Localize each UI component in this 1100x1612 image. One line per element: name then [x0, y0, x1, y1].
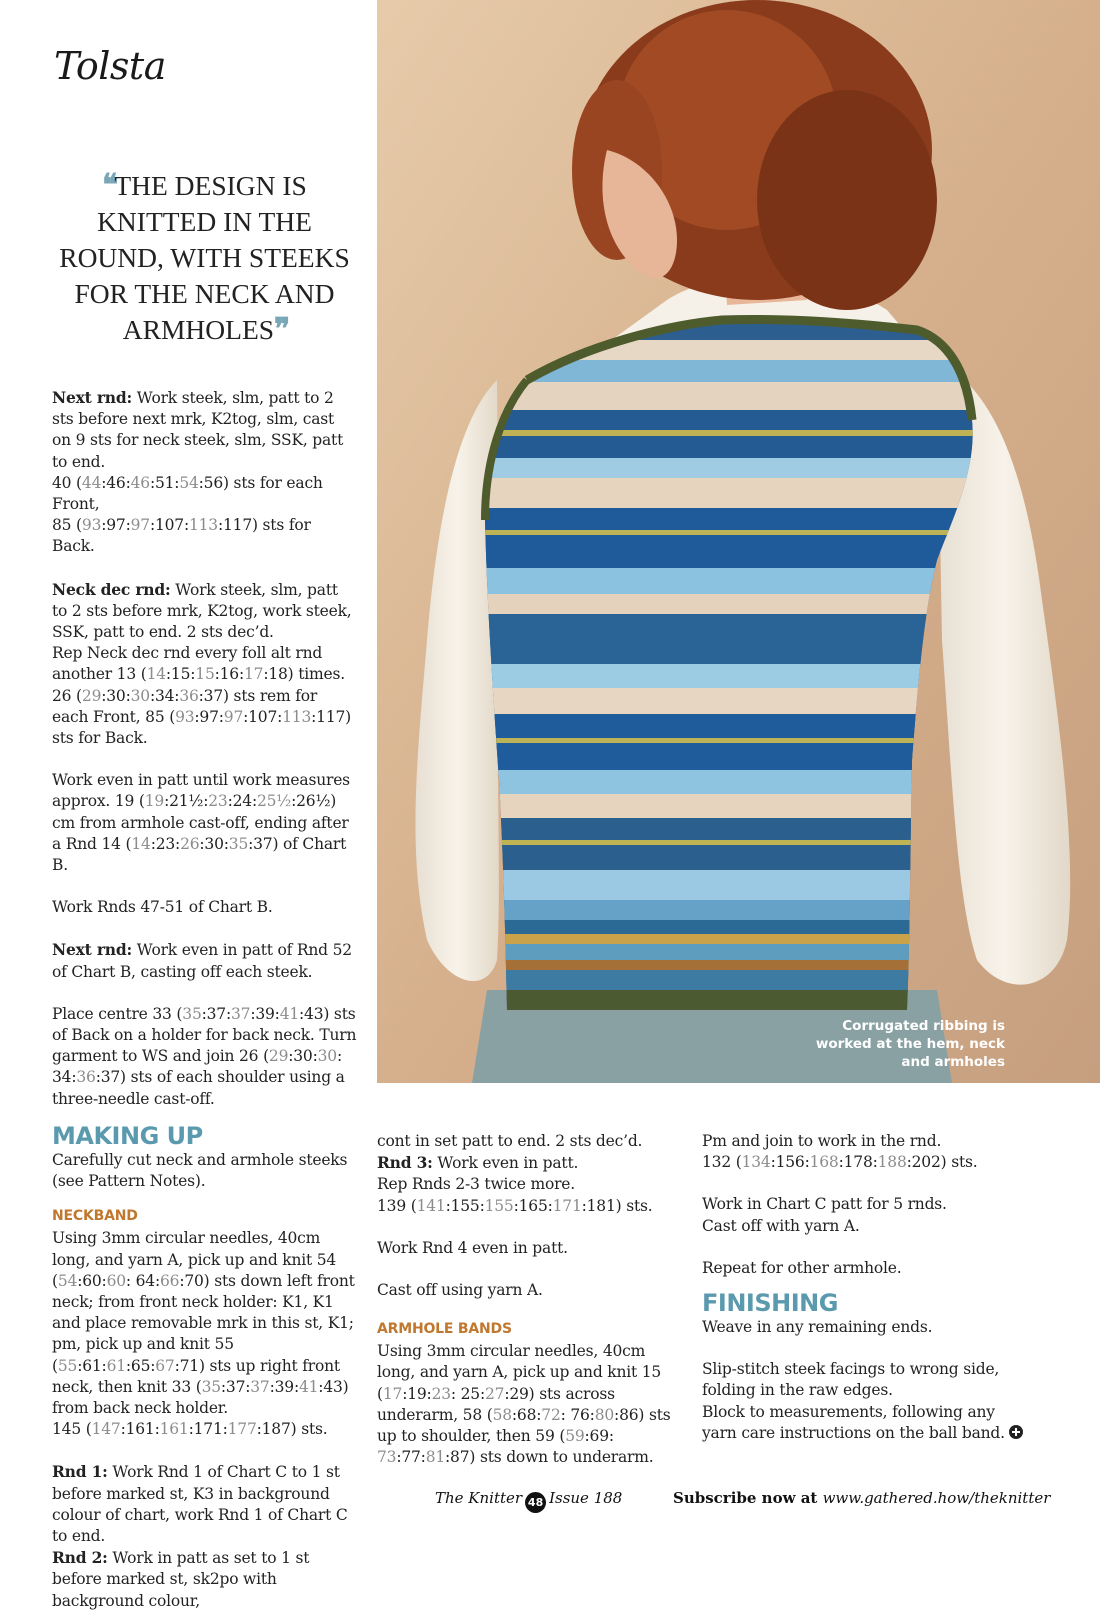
- size-value: 17: [243, 665, 264, 684]
- size-value: 60: [106, 1271, 126, 1290]
- text: :23:: [150, 834, 181, 853]
- section-heading-finishing: FINISHING: [702, 1289, 838, 1318]
- step-label: Next rnd:: [52, 388, 133, 407]
- size-value: 134: [741, 1153, 771, 1172]
- step-label: Rnd 1:: [52, 1462, 108, 1482]
- text: :107:: [243, 707, 283, 726]
- size-value: 27: [485, 1384, 505, 1403]
- text: :24:: [227, 792, 257, 811]
- text: :60:: [77, 1271, 107, 1290]
- text: :16:: [214, 665, 244, 684]
- size-value: 35: [182, 1004, 202, 1023]
- text: Work even in patt until work measures approx. 19 (: [52, 771, 350, 811]
- paragraph: [52, 1461, 357, 1611]
- step-text: Work steek, slm, patt to 2 sts before mrk, K2tog, work steek, SSK, patt to end. 2 sts dec’d.: [52, 580, 352, 642]
- paragraph: Weave in any remaining ends.: [702, 1318, 933, 1337]
- text: :181) sts.: [581, 1196, 653, 1215]
- size-value: 93: [81, 516, 102, 535]
- hero-photo: [377, 0, 1100, 1083]
- subscribe-url[interactable]: www.gathered.how/theknitter: [822, 1489, 1051, 1507]
- text: 85 (: [52, 516, 82, 535]
- page-title: Tolsta: [54, 44, 166, 88]
- paragraph: Slip-stitch steek facings to wrong side, folding in the raw edges.: [702, 1360, 1000, 1400]
- size-value: 54: [179, 473, 199, 492]
- text: :70) sts down left front neck; from front neck holder: K1, K1 and place removable mrk in this st, K1; pm, pick up and knit 55 (: [52, 1271, 355, 1375]
- text: :37) of Chart B.: [52, 834, 347, 875]
- paragraph: [52, 1228, 357, 1440]
- pull-quote-text: THE DESIGN IS KNITTED IN THE ROUND, WITH STEEKS FOR THE NECK AND ARMHOLES: [59, 170, 350, 345]
- size-value: 55: [57, 1356, 78, 1375]
- subscribe-label: Subscribe now at: [673, 1489, 823, 1507]
- step-text: Work even in patt.: [432, 1154, 579, 1173]
- size-value: 141: [416, 1196, 446, 1215]
- paragraph: Pm and join to work in the rnd.: [702, 1132, 942, 1150]
- size-value: 72: [541, 1405, 561, 1424]
- photo-caption: Corrugated ribbing is worked at the hem, neck and armholes: [815, 1018, 1005, 1070]
- text: :171:: [188, 1420, 228, 1439]
- section-heading-making-up: MAKING UP: [52, 1121, 203, 1150]
- text: :87) sts down to underarm.: [445, 1448, 654, 1467]
- model-vest-illustration: [377, 0, 1100, 1083]
- step-label: Rnd 3:: [377, 1153, 433, 1173]
- paragraph: [377, 1152, 677, 1174]
- text: :37) sts rem for each Front, 85 (: [52, 686, 318, 726]
- open-quote-icon: ❝: [102, 168, 115, 203]
- text: :39:: [269, 1377, 299, 1396]
- text: :69:: [584, 1427, 614, 1446]
- text: :97:: [101, 516, 131, 535]
- text: 26 (: [52, 686, 82, 705]
- text: :37:: [201, 1004, 231, 1023]
- size-value: 54: [57, 1271, 78, 1290]
- text: 40 (: [52, 473, 82, 492]
- page-number: 48: [525, 1492, 546, 1513]
- size-value: 30: [130, 686, 150, 705]
- paragraph: [52, 939, 357, 982]
- size-value: 58: [492, 1405, 512, 1424]
- step-label: Next rnd:: [52, 940, 133, 960]
- footer-magazine: [435, 1489, 622, 1513]
- paragraph: Repeat for other armhole.: [702, 1258, 902, 1277]
- paragraph: [702, 1152, 1032, 1173]
- text: :117) sts for Back.: [52, 516, 311, 556]
- text: :187) sts.: [256, 1420, 328, 1439]
- text: :29) sts across underarm, 58 (: [377, 1384, 615, 1424]
- size-value: 14: [131, 834, 151, 853]
- size-value: 67: [155, 1356, 175, 1375]
- paragraph: Carefully cut neck and armhole steeks (see Pattern Notes).: [52, 1150, 348, 1191]
- size-value: 36: [76, 1068, 96, 1087]
- paragraph: [702, 1402, 1032, 1444]
- size-value: 97: [130, 516, 150, 535]
- footer-subscribe: [673, 1489, 1050, 1507]
- issue-number: Issue 188: [549, 1489, 623, 1507]
- size-value: 41: [298, 1377, 319, 1396]
- size-value: 188: [877, 1153, 907, 1172]
- text: :86) sts up to shoulder, then 59 (: [377, 1405, 671, 1446]
- paragraph: [377, 1341, 677, 1468]
- text: :65:: [125, 1356, 156, 1375]
- text: :56) sts for each Front,: [52, 473, 323, 514]
- text: :107:: [149, 516, 189, 535]
- size-value: 81: [425, 1448, 446, 1467]
- text: : 76:: [560, 1405, 595, 1424]
- text: : 34:: [52, 1047, 342, 1087]
- text: :37:: [220, 1377, 251, 1396]
- size-value: 147: [91, 1420, 121, 1439]
- size-value: 26: [180, 834, 200, 853]
- text: :71) sts up right front neck, then knit 33 (: [52, 1356, 340, 1396]
- text: :178:: [838, 1153, 878, 1172]
- text: :202) sts.: [906, 1153, 978, 1172]
- text: :61:: [77, 1356, 107, 1375]
- text: :19:: [402, 1384, 432, 1403]
- paragraph: Work in Chart C patt for 5 rnds.: [702, 1195, 947, 1214]
- step-text: Work steek, slm, patt to 2 sts before next mrk, K2tog, slm, cast on 9 sts for neck steek, slm, SSK, patt to end.: [52, 389, 344, 471]
- paragraph: [52, 387, 357, 558]
- close-quote-icon: ❞: [274, 312, 287, 347]
- text: :18) times.: [263, 665, 345, 684]
- paragraph: Work Rnds 47-51 of Chart B.: [52, 898, 273, 917]
- size-value: 37: [230, 1004, 251, 1023]
- size-value: 30: [317, 1047, 337, 1066]
- paragraph: [52, 770, 357, 876]
- text: :161:: [120, 1420, 160, 1439]
- text: Using 3mm circular needles, 40cm long, and yarn A, pick up and knit 54 (: [52, 1229, 337, 1290]
- size-value: 93: [175, 707, 195, 726]
- size-value: 113: [282, 707, 312, 726]
- text: :77:: [396, 1448, 426, 1467]
- paragraph: [52, 579, 357, 750]
- text: :156:: [770, 1153, 810, 1172]
- paragraph: Cast off using yarn A.: [377, 1281, 543, 1300]
- size-value: 113: [188, 516, 218, 535]
- text: 139 (: [377, 1196, 417, 1215]
- column-1: [52, 387, 357, 1612]
- text: Place centre 33 (: [52, 1004, 183, 1023]
- text: :26½) cm from armhole cast-off, ending after a Rnd 14 (: [52, 792, 349, 853]
- text: :117) sts for Back.: [52, 707, 351, 748]
- size-value: 25½: [256, 792, 292, 811]
- end-of-article-icon: [1009, 1425, 1023, 1439]
- text: :39:: [250, 1004, 280, 1023]
- step-label: Rnd 2:: [52, 1548, 108, 1568]
- size-value: 177: [227, 1420, 257, 1439]
- size-value: 37: [250, 1377, 270, 1396]
- text: :46:: [101, 473, 131, 492]
- size-value: 46: [130, 473, 150, 492]
- paragraph: Work Rnd 4 even in patt.: [377, 1238, 568, 1257]
- size-value: 35: [228, 834, 249, 853]
- text: :34:: [149, 686, 180, 705]
- step-text: Work in patt as set to 1 st before marked st, sk2po with background colour,: [52, 1549, 310, 1610]
- paragraph: Cast off with yarn A.: [702, 1216, 860, 1235]
- size-value: 41: [279, 1004, 300, 1023]
- text: :43) sts of Back on a holder for back neck. Turn garment to WS and join 26 (: [52, 1004, 357, 1066]
- paragraph: [377, 1196, 677, 1217]
- pull-quote: [52, 168, 357, 348]
- text: :15:: [165, 665, 196, 684]
- paragraph: [52, 1004, 357, 1110]
- size-value: 23: [208, 792, 228, 811]
- size-value: 29: [81, 686, 102, 705]
- step-text: Work Rnd 1 of Chart C to 1 st before marked st, K3 in background colour of chart, work Rnd 1 of Chart C to end.: [52, 1463, 348, 1545]
- paragraph: cont in set patt to end. 2 sts dec’d.: [377, 1132, 643, 1150]
- size-value: 171: [552, 1196, 582, 1215]
- column-3: [702, 1131, 1032, 1444]
- text: :165:: [513, 1196, 553, 1215]
- size-value: 155: [484, 1196, 514, 1215]
- size-value: 61: [106, 1356, 126, 1375]
- size-value: 97: [223, 707, 244, 726]
- text: :30:: [288, 1047, 318, 1066]
- paragraph: Rep Rnds 2-3 twice more.: [377, 1175, 576, 1194]
- text: :21½:: [164, 792, 209, 811]
- size-value: 44: [81, 473, 102, 492]
- size-value: 80: [594, 1405, 615, 1424]
- step-label: Neck dec rnd:: [52, 579, 171, 599]
- text: :37) sts of each shoulder using a three-needle cast-off.: [52, 1068, 345, 1108]
- text: 145 (: [52, 1420, 92, 1439]
- text: Using 3mm circular needles, 40cm long, and yarn A, pick up and knit 15 (: [377, 1342, 662, 1403]
- size-value: 59: [565, 1427, 585, 1446]
- step-text: Work even in patt of Rnd 52 of Chart B, casting off each steek.: [52, 941, 352, 981]
- size-value: 17: [382, 1384, 403, 1403]
- text: :68:: [511, 1405, 542, 1424]
- text: Block to measurements, following any yarn care instructions on the ball band.: [702, 1402, 1005, 1442]
- size-value: 36: [179, 686, 199, 705]
- size-value: 35: [201, 1377, 221, 1396]
- text: :51:: [149, 473, 180, 492]
- size-value: 161: [159, 1420, 189, 1439]
- size-value: 14: [146, 665, 166, 684]
- text: :97:: [194, 707, 224, 726]
- size-value: 29: [268, 1047, 289, 1066]
- size-value: 15: [195, 665, 215, 684]
- text: : 25:: [450, 1384, 485, 1403]
- size-value: 19: [144, 792, 165, 811]
- text: 132 (: [702, 1153, 742, 1172]
- text: :30:: [199, 834, 229, 853]
- text: : 64:: [125, 1271, 160, 1290]
- size-value: 73: [377, 1448, 397, 1467]
- text: :155:: [445, 1196, 485, 1215]
- magazine-name: The Knitter: [435, 1489, 523, 1507]
- text: :30:: [101, 686, 131, 705]
- size-value: 168: [809, 1153, 839, 1172]
- size-value: 66: [160, 1271, 180, 1290]
- size-value: 23: [431, 1384, 451, 1403]
- column-2: [377, 1131, 677, 1468]
- text: :43) from back neck holder.: [52, 1377, 349, 1417]
- text: Rep Neck dec rnd every foll alt rnd another 13 (: [52, 644, 323, 684]
- subheading-armhole-bands: ARMHOLE BANDS: [377, 1321, 512, 1338]
- subheading-neckband: NECKBAND: [52, 1208, 138, 1225]
